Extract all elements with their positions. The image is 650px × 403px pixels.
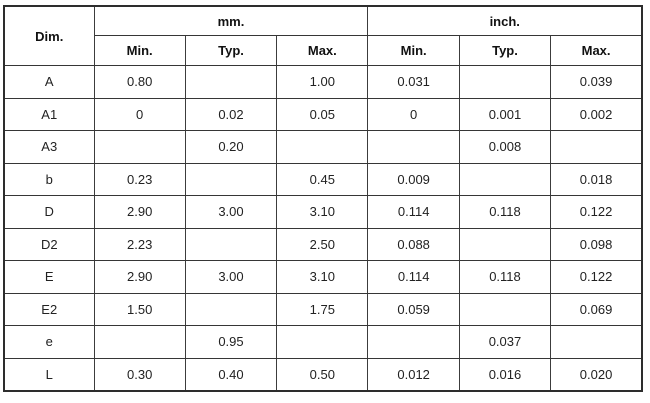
table-cell: 0.114 <box>368 261 459 294</box>
mm-group-header: mm. <box>94 6 368 36</box>
table-cell <box>185 163 276 196</box>
table-cell: 2.90 <box>94 261 185 294</box>
table-cell: 0.016 <box>459 358 550 391</box>
mm-min-header: Min. <box>94 36 185 66</box>
table-cell: 0.118 <box>459 261 550 294</box>
table-cell: 1.75 <box>277 293 368 326</box>
dimensions-table <box>3 5 643 392</box>
dim-cell: E <box>4 261 94 294</box>
dim-cell: b <box>4 163 94 196</box>
table-cell: 1.50 <box>94 293 185 326</box>
dim-cell: A <box>4 66 94 99</box>
table-cell: 0.95 <box>185 326 276 359</box>
table-cell <box>277 326 368 359</box>
dim-cell: L <box>4 358 94 391</box>
table-cell: 0.088 <box>368 228 459 261</box>
table-cell: 0.23 <box>94 163 185 196</box>
table-cell <box>459 163 550 196</box>
table-cell <box>185 293 276 326</box>
table-cell: 0.001 <box>459 98 550 131</box>
table-cell <box>94 131 185 164</box>
dim-cell: e <box>4 326 94 359</box>
table-cell: 0.069 <box>551 293 642 326</box>
table-cell: 0.45 <box>277 163 368 196</box>
table-cell: 0 <box>368 98 459 131</box>
table-cell <box>368 326 459 359</box>
table-cell: 0.008 <box>459 131 550 164</box>
table-cell: 0.002 <box>551 98 642 131</box>
table-cell: 0.122 <box>551 196 642 229</box>
table-cell <box>94 326 185 359</box>
table-cell <box>551 131 642 164</box>
table-row <box>4 98 642 131</box>
dim-cell: E2 <box>4 293 94 326</box>
dim-cell: D2 <box>4 228 94 261</box>
mm-typ-header: Typ. <box>185 36 276 66</box>
table-cell: 3.00 <box>185 196 276 229</box>
table-cell: 2.23 <box>94 228 185 261</box>
inch-max-header: Max. <box>551 36 642 66</box>
header-group-row <box>4 6 642 36</box>
table-cell: 0.118 <box>459 196 550 229</box>
table-cell: 0.20 <box>185 131 276 164</box>
table-cell <box>459 66 550 99</box>
table-cell: 0.009 <box>368 163 459 196</box>
table-cell: 1.00 <box>277 66 368 99</box>
table-row <box>4 196 642 229</box>
table-cell: 0.098 <box>551 228 642 261</box>
table-row <box>4 261 642 294</box>
table-cell: 0 <box>94 98 185 131</box>
table-cell: 3.10 <box>277 196 368 229</box>
table-cell <box>185 228 276 261</box>
table-cell: 2.90 <box>94 196 185 229</box>
table-cell: 0.031 <box>368 66 459 99</box>
inch-group-header: inch. <box>368 6 642 36</box>
inch-min-header: Min. <box>368 36 459 66</box>
dim-cell: A3 <box>4 131 94 164</box>
table-header <box>4 6 642 66</box>
table-row <box>4 293 642 326</box>
table-cell: 0.50 <box>277 358 368 391</box>
table-cell: 0.80 <box>94 66 185 99</box>
table-cell: 0.037 <box>459 326 550 359</box>
table-cell: 0.012 <box>368 358 459 391</box>
table-cell: 0.122 <box>551 261 642 294</box>
table-cell <box>459 228 550 261</box>
table-cell: 0.018 <box>551 163 642 196</box>
table-row <box>4 326 642 359</box>
table-row <box>4 228 642 261</box>
table-row <box>4 358 642 391</box>
table-cell: 3.10 <box>277 261 368 294</box>
dim-column-header: Dim. <box>4 6 94 66</box>
table-row <box>4 66 642 99</box>
table-cell: 0.039 <box>551 66 642 99</box>
table-cell: 2.50 <box>277 228 368 261</box>
table-cell: 0.30 <box>94 358 185 391</box>
table-cell <box>185 66 276 99</box>
header-sub-row <box>4 36 642 66</box>
mm-max-header: Max. <box>277 36 368 66</box>
table-cell: 0.05 <box>277 98 368 131</box>
table-row <box>4 131 642 164</box>
dim-cell: A1 <box>4 98 94 131</box>
table-cell <box>277 131 368 164</box>
table-cell: 0.40 <box>185 358 276 391</box>
table-cell: 3.00 <box>185 261 276 294</box>
table-body <box>4 66 642 392</box>
table-cell: 0.059 <box>368 293 459 326</box>
table-row <box>4 163 642 196</box>
table-cell <box>551 326 642 359</box>
table-cell <box>459 293 550 326</box>
table-cell: 0.020 <box>551 358 642 391</box>
table-cell: 0.114 <box>368 196 459 229</box>
dim-cell: D <box>4 196 94 229</box>
table-cell <box>368 131 459 164</box>
table-cell: 0.02 <box>185 98 276 131</box>
inch-typ-header: Typ. <box>459 36 550 66</box>
